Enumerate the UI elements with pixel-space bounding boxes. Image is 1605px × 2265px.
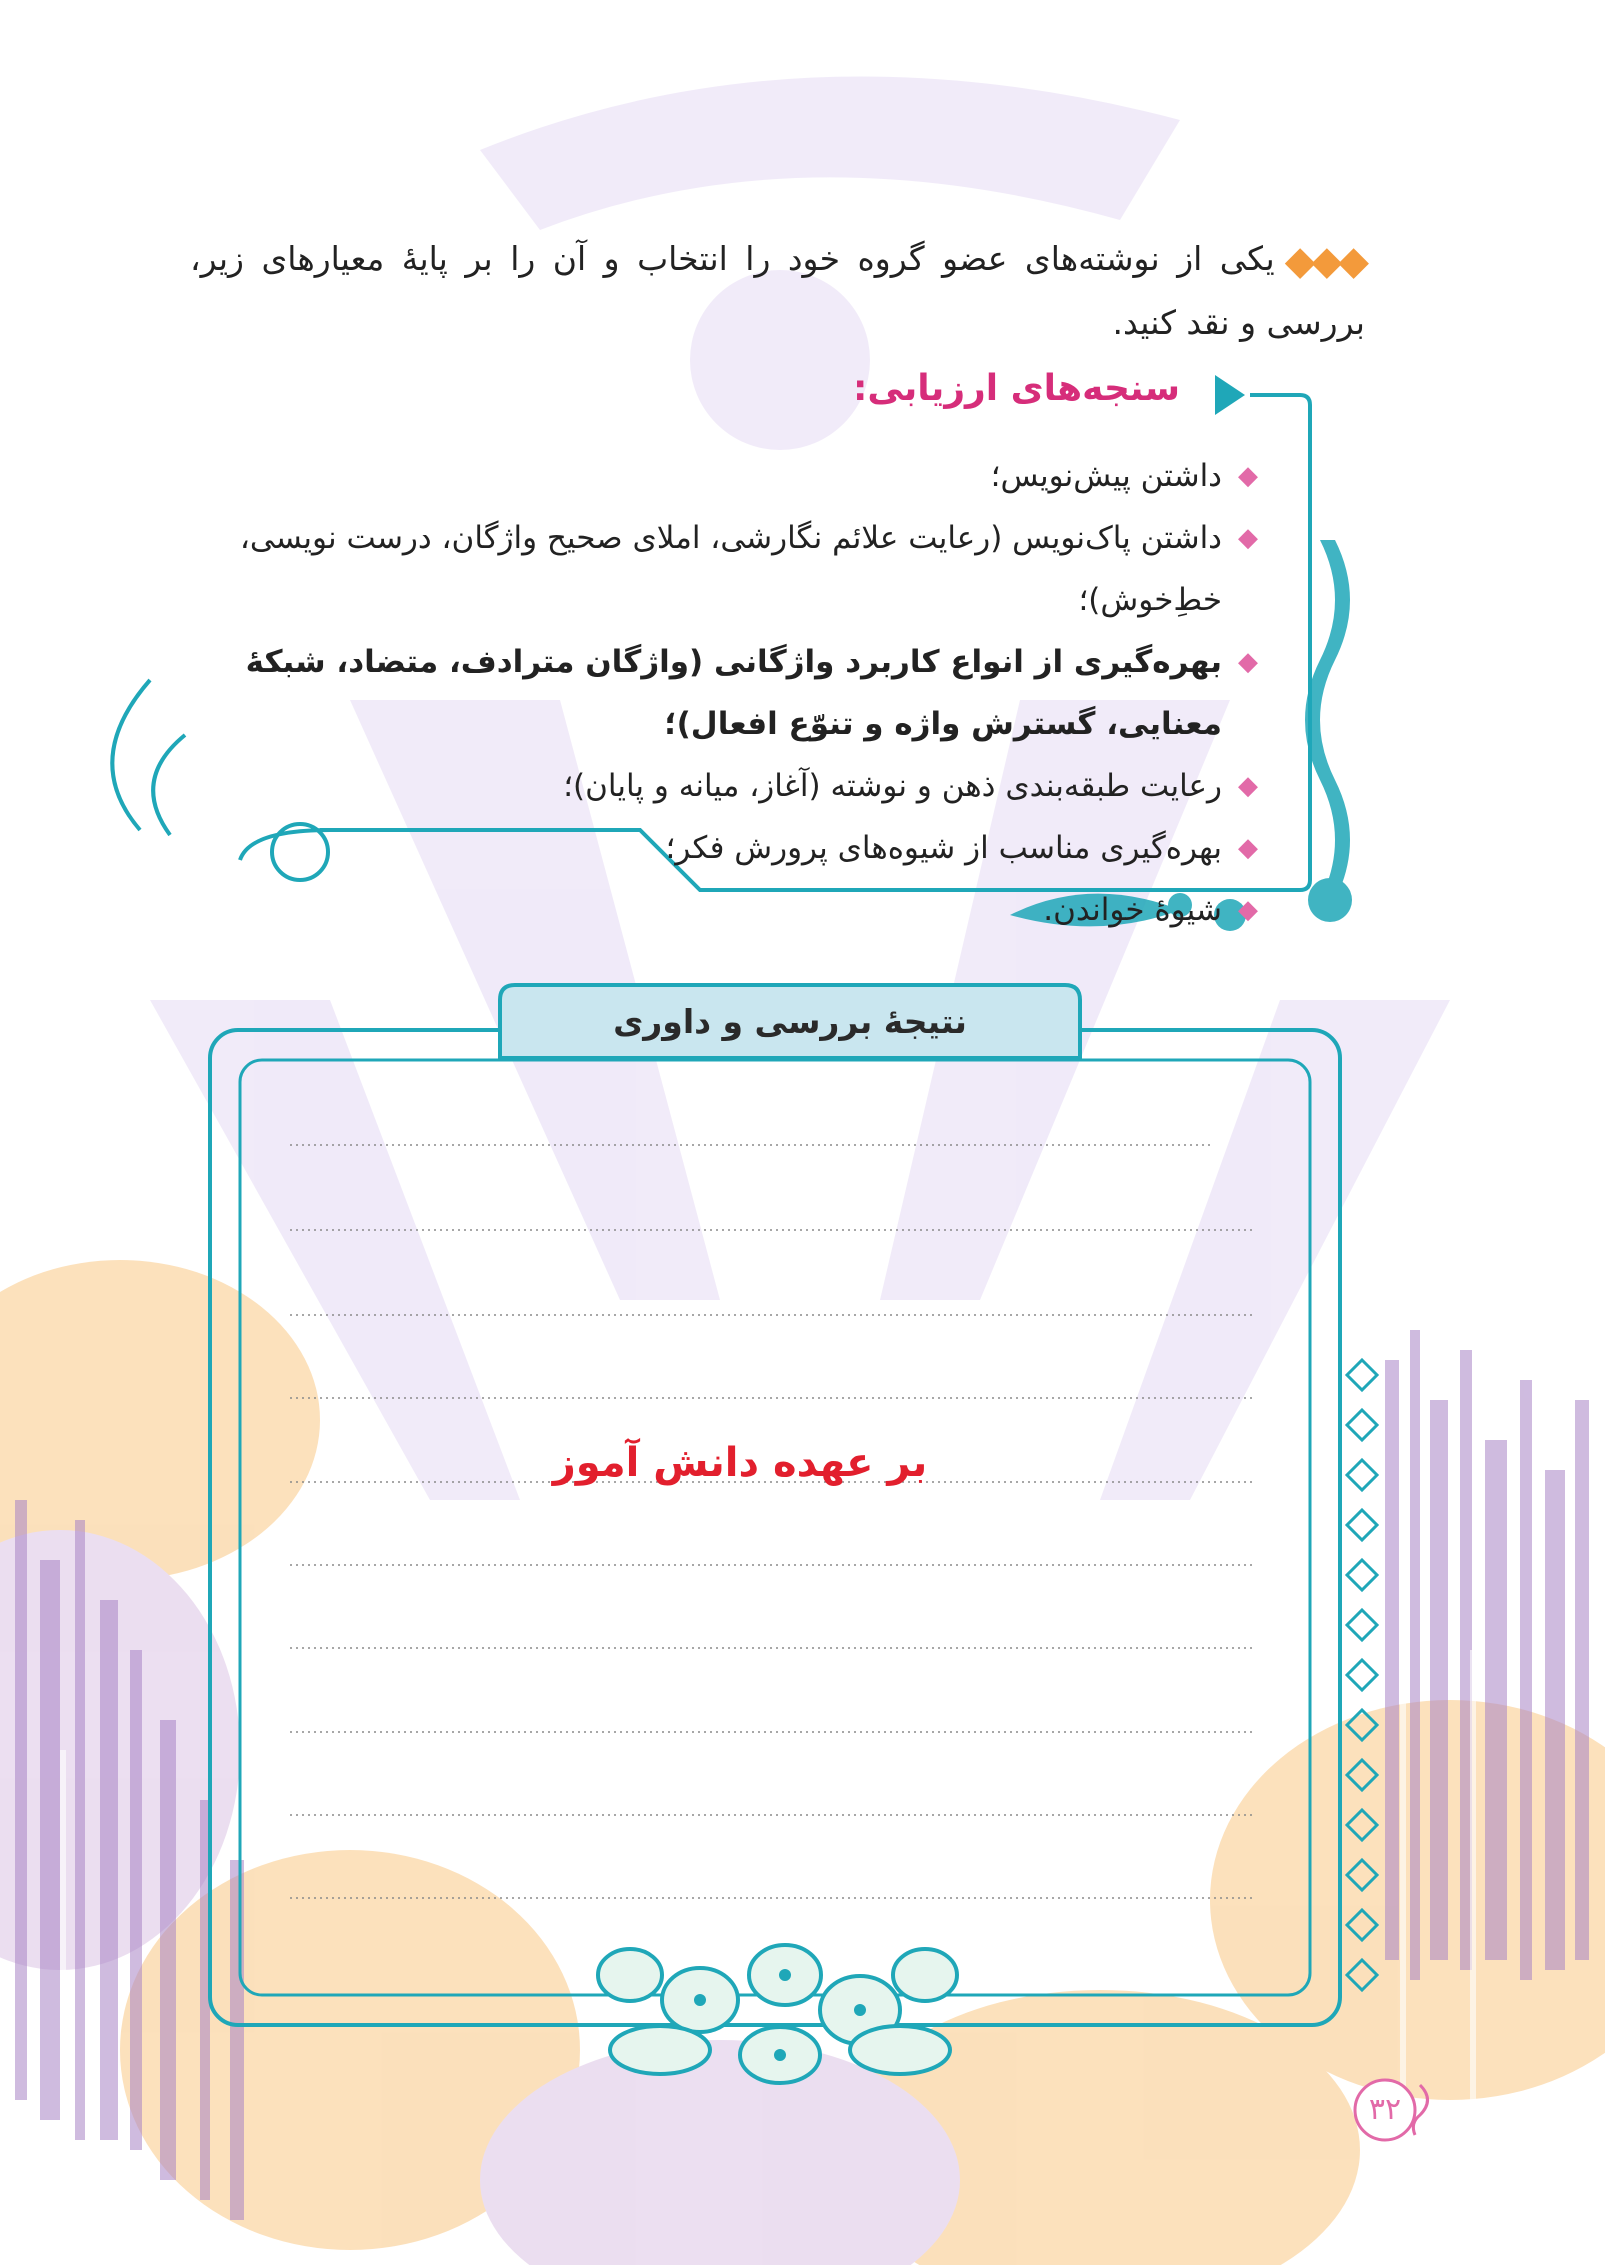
criteria-list bbox=[180, 445, 1260, 941]
criteria-title: سنجه‌های ارزیابی: bbox=[852, 368, 1180, 409]
intro-text: یکی از نوشته‌های عضو گروه خود را انتخاب و آن را بر پایهٔ معیارهای زیر، بررسی و نقد کنید. bbox=[190, 239, 1365, 342]
page-number: ۳۲ bbox=[1368, 2092, 1402, 2127]
diamond-bullet-icon: ◆ bbox=[1238, 833, 1258, 863]
criteria-item: ◆ داشتن پیش‌نویس؛ bbox=[180, 445, 1260, 507]
diamond-bullet-icon: ◆ bbox=[1238, 647, 1258, 677]
intro-paragraph bbox=[190, 228, 1365, 354]
diamond-bullets-icon: ◆◆◆ bbox=[1284, 238, 1365, 284]
result-box-title: نتیجهٔ بررسی و داوری bbox=[613, 1002, 967, 1041]
criteria-item: ◆ شیوهٔ خواندن. bbox=[180, 879, 1260, 941]
criteria-item: ◆ رعایت طبقه‌بندی ذهن و نوشته (آغاز، میانه و پایان)؛ bbox=[180, 755, 1260, 817]
diamond-bullet-icon: ◆ bbox=[1238, 523, 1258, 553]
diamond-bullet-icon: ◆ bbox=[1238, 895, 1258, 925]
diamond-bullet-icon: ◆ bbox=[1238, 771, 1258, 801]
criteria-item: ◆ داشتن پاک‌نویس (رعایت علائم نگارشی، املای صحیح واژگان، درست نویسی، خطِ‌خوش)؛ bbox=[180, 507, 1260, 631]
criteria-item: ◆ بهره‌گیری مناسب از شیوه‌های پرورش فکر؛ bbox=[180, 817, 1260, 879]
criteria-item: ◆ بهره‌گیری از انواع کاربرد واژگانی (واژگان مترادف، متضاد، شبکهٔ معنایی، گسترش واژه و تنوّع افعال)؛ bbox=[180, 631, 1260, 755]
answer-text: بر عهده دانش آموز bbox=[552, 1440, 928, 1486]
diamond-bullet-icon: ◆ bbox=[1238, 461, 1258, 491]
